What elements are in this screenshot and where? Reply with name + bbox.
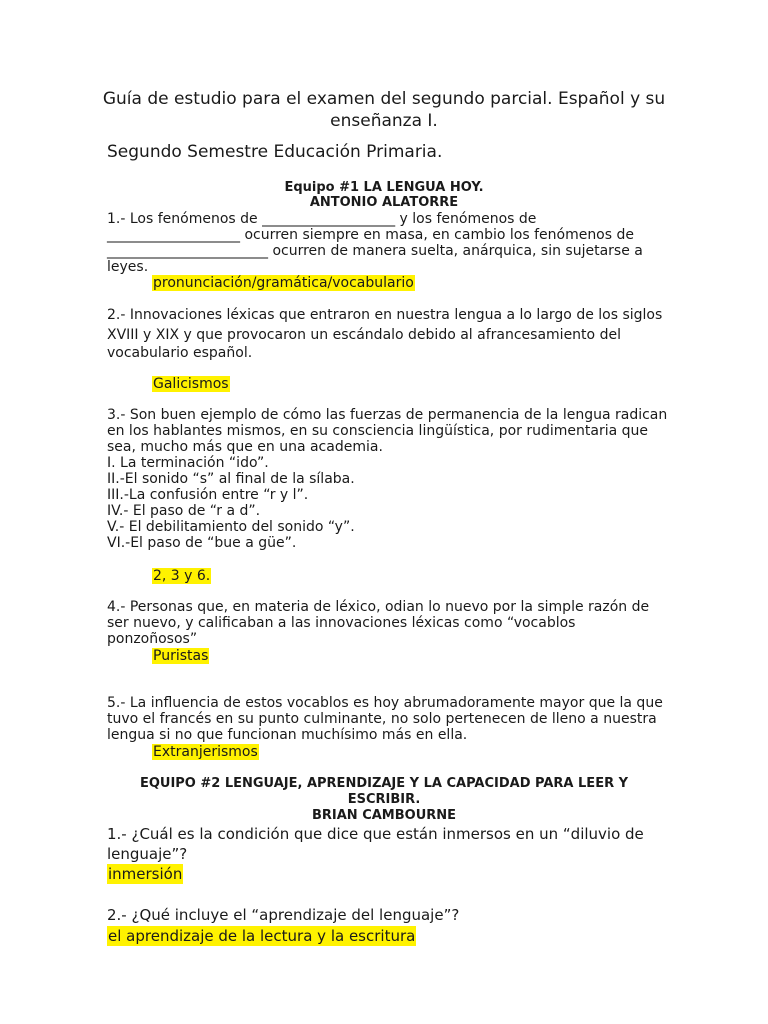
team1-q3-option4: IV.- El paso de “r a d”. [107,503,261,519]
team1-q1-line1: 1.- Los fenómenos de ___________________ y los fenómenos de [107,211,537,227]
team2-heading-line2: ESCRIBIR. [347,792,421,807]
team1-q4-line1: 4.- Personas que, en materia de léxico, odian lo nuevo por la simple razón de [107,599,650,615]
team1-q1-line4: leyes. [107,259,149,275]
team1-q4-answer: Puristas [153,648,209,664]
team1-q3-line2: en los hablantes mismos, en su consciencia lingüística, por rudimentaria que [107,423,649,439]
document-subtitle: Segundo Semestre Educación Primaria. [107,142,443,162]
team1-q5-answer: Extranjerismos [153,744,258,760]
document-title-line2: enseñanza I. [330,111,438,131]
team1-q3-line1: 3.- Son buen ejemplo de cómo las fuerzas de permanencia de la lengua radican [107,407,668,423]
team1-q2-line1: 2.- Innovaciones léxicas que entraron en nuestra lengua a lo largo de los siglos [107,307,663,323]
team1-q4-line2: ser nuevo, y calificaban a las innovaciones léxicas como “vocablos [107,615,576,631]
document-title-line1: Guía de estudio para el examen del segundo parcial. Español y su [102,89,666,109]
team2-q2-answer: el aprendizaje de la lectura y la escritura [108,927,416,945]
team1-q3-answer: 2, 3 y 6. [153,568,211,584]
team1-q2-line3: vocabulario español. [107,345,253,361]
team1-q1-answer: pronunciación/gramática/vocabulario [153,275,414,291]
team2-q1-line1: 1.- ¿Cuál es la condición que dice que están inmersos en un “diluvio de [107,825,644,843]
team1-q3-option6: VI.-El paso de “bue a güe”. [107,535,297,551]
team1-q5-line3: lengua si no que funcionan muchísimo más en ella. [107,727,468,743]
team1-author: ANTONIO ALATORRE [309,195,459,210]
team1-q5-line2: tuvo el francés en su punto culminante, no solo pertenecen de lleno a nuestra [107,711,657,727]
team1-q3-line3: sea, mucho más que en una academia. [107,439,383,455]
team1-q2-line2: XVIII y XIX y que provocaron un escándalo debido al afrancesamiento del [107,327,621,343]
team2-q1-answer: inmersión [108,865,183,883]
team1-q3-option5: V.- El debilitamiento del sonido “y”. [107,519,355,535]
team1-q3-option3: III.-La confusión entre “r y l”. [107,487,309,503]
team2-author: BRIAN CAMBOURNE [311,808,457,823]
team2-q2-line1: 2.- ¿Qué incluye el “aprendizaje del lenguaje”? [107,906,460,924]
team1-q5-line1: 5.- La influencia de estos vocablos es hoy abrumadoramente mayor que la que [107,695,663,711]
team1-q4-line3: ponzoñosos” [107,631,198,647]
team1-q1-line3: _______________________ ocurren de manera suelta, anárquica, sin sujetarse a [107,243,643,259]
team1-heading: Equipo #1 LA LENGUA HOY. [284,180,484,195]
team2-heading-line1: EQUIPO #2 LENGUAJE, APRENDIZAJE Y LA CAPACIDAD PARA LEER Y [139,776,629,791]
team1-q1-line2: ___________________ ocurren siempre en masa, en cambio los fenómenos de [107,227,634,243]
team1-q3-option2: II.-El sonido “s” al final de la sílaba. [107,471,355,487]
team2-q1-line2: lenguaje”? [107,845,188,863]
team1-q3-option1: I. La terminación “ido”. [107,455,269,471]
team1-q2-answer: Galicismos [153,376,229,392]
